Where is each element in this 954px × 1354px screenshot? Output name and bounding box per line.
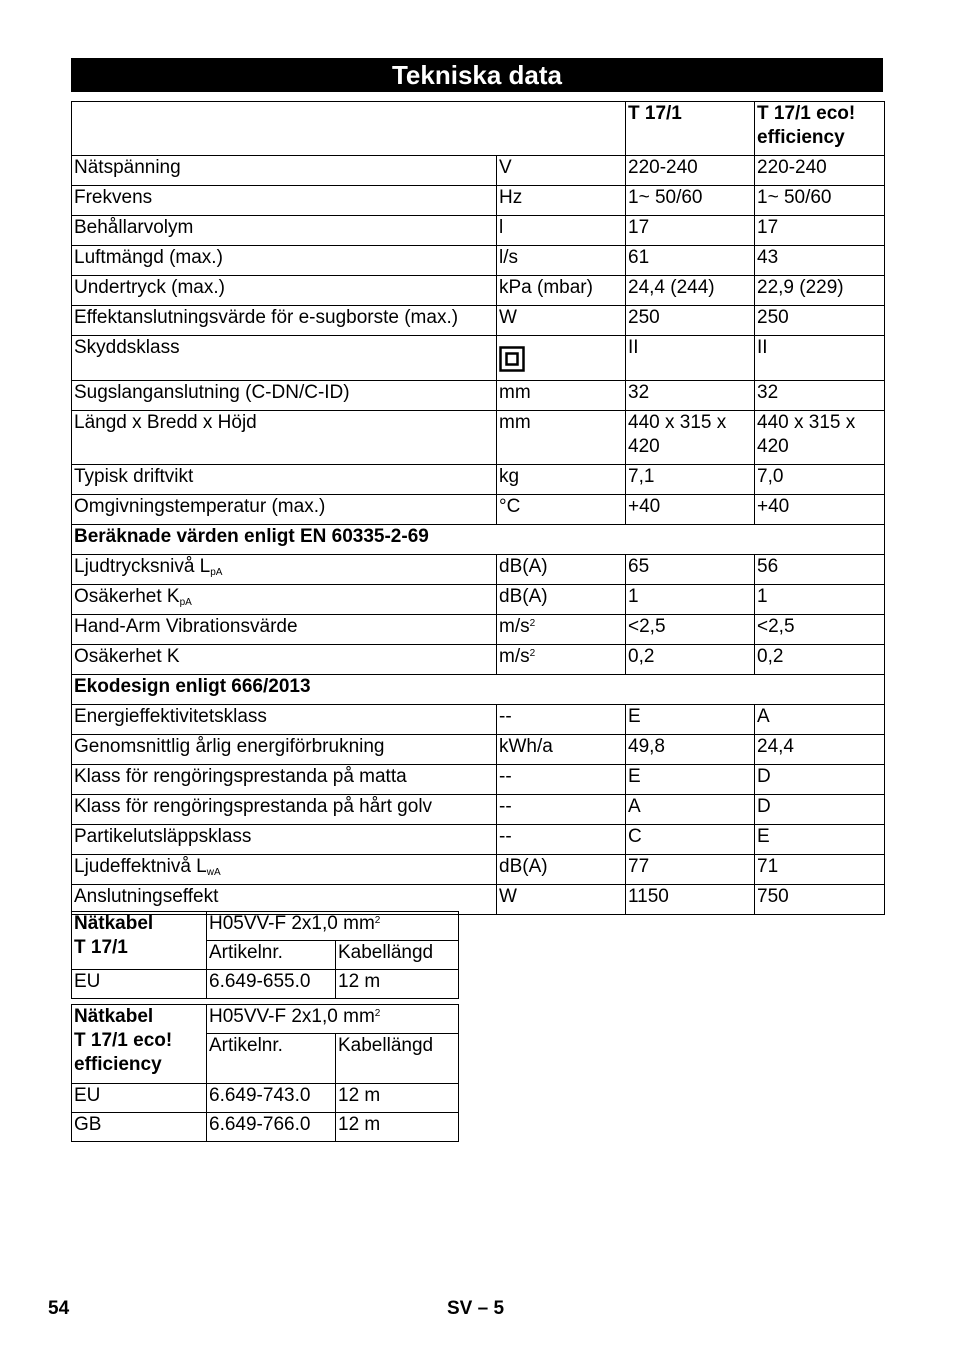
row-value-2: E (755, 825, 885, 855)
cable-table-t17-eco (71, 1004, 459, 1142)
row-unit: kg (497, 465, 626, 495)
table-row (72, 735, 885, 765)
column-header: Artikelnr. (207, 941, 336, 970)
row-value-2: 17 (755, 216, 885, 246)
section-row (72, 525, 885, 555)
row-value-2: D (755, 765, 885, 795)
row-value-1: 77 (626, 855, 755, 885)
table-row (72, 855, 885, 885)
cable-type (207, 1005, 459, 1034)
row-label: Klass för rengöringsprestanda på hårt golv (72, 795, 497, 825)
table-row (72, 795, 885, 825)
row-value-2: 0,2 (755, 645, 885, 675)
cable-region: GB (72, 1113, 207, 1142)
row-value-2: A (755, 705, 885, 735)
row-unit: Hz (497, 186, 626, 216)
row-unit: -- (497, 795, 626, 825)
row-label: Partikelutsläppsklass (72, 825, 497, 855)
page-title: Tekniska data (71, 58, 883, 92)
row-unit (497, 645, 626, 675)
row-unit: l/s (497, 246, 626, 276)
table-row (72, 411, 885, 465)
row-unit: W (497, 306, 626, 336)
table-row (72, 336, 885, 381)
column-header: Artikelnr. (207, 1034, 336, 1084)
row-unit: °C (497, 495, 626, 525)
table-row (72, 1005, 459, 1034)
column-header: Kabellängd (336, 941, 459, 970)
section-heading: Ekodesign enligt 666/2013 (72, 675, 885, 705)
cable-type-text: H05VV-F 2x1,0 mm (209, 1006, 375, 1027)
cable-article-number: 6.649-743.0 (207, 1084, 336, 1113)
row-value-1: 49,8 (626, 735, 755, 765)
table-row (72, 705, 885, 735)
cable-length: 12 m (336, 1113, 459, 1142)
row-label-subscript: pA (179, 597, 192, 608)
row-label-subscript: pA (210, 567, 223, 578)
row-unit-superscript: 2 (529, 648, 536, 659)
row-value-1: 440 x 315 x 420 (626, 411, 755, 465)
section-heading: Beräknade värden enligt EN 60335-2-69 (72, 525, 885, 555)
row-unit-text: m/s (499, 646, 530, 667)
cable-title-line: T 17/1 (74, 937, 128, 958)
row-value-2: II (755, 336, 885, 381)
cable-region: EU (72, 1084, 207, 1113)
row-unit: kWh/a (497, 735, 626, 765)
row-unit: dB(A) (497, 855, 626, 885)
table-row (72, 186, 885, 216)
row-label: Hand-Arm Vibrationsvärde (72, 615, 497, 645)
cable-title-line: Nätkabel (74, 1006, 154, 1027)
row-unit: -- (497, 825, 626, 855)
row-value-2: D (755, 795, 885, 825)
row-value-2: 7,0 (755, 465, 885, 495)
row-value-1: 1~ 50/60 (626, 186, 755, 216)
row-value-1: 17 (626, 216, 755, 246)
row-value-2: 1 (755, 585, 885, 615)
cable-table-t17 (71, 911, 459, 999)
row-unit (497, 615, 626, 645)
cable-type (207, 912, 459, 941)
row-unit: W (497, 885, 626, 915)
cable-article-number: 6.649-766.0 (207, 1113, 336, 1142)
row-value-1: <2,5 (626, 615, 755, 645)
row-value-2: <2,5 (755, 615, 885, 645)
cable-region: EU (72, 970, 207, 999)
row-value-1: A (626, 795, 755, 825)
cable-length: 12 m (336, 1084, 459, 1113)
row-label: Energieffektivitetsklass (72, 705, 497, 735)
row-label-text: Ljudtrycksnivå L (74, 556, 211, 577)
column-header: Kabellängd (336, 1034, 459, 1084)
table-row (72, 912, 459, 941)
row-label: Behållarvolym (72, 216, 497, 246)
table-row (72, 645, 885, 675)
table-row (72, 555, 885, 585)
row-label: Genomsnittlig årlig energiförbrukning (72, 735, 497, 765)
row-label: Undertryck (max.) (72, 276, 497, 306)
row-label: Längd x Bredd x Höjd (72, 411, 497, 465)
row-label: Effektanslutningsvärde för e-sugborste (max.) (72, 306, 497, 336)
header-empty-cell (72, 102, 626, 156)
row-value-1: 250 (626, 306, 755, 336)
row-unit: mm (497, 411, 626, 465)
row-label: Omgivningstemperatur (max.) (72, 495, 497, 525)
row-unit-text: m/s (499, 616, 530, 637)
row-value-1: 1150 (626, 885, 755, 915)
technical-data-table (71, 101, 885, 915)
table-row (72, 216, 885, 246)
row-value-2: 22,9 (229) (755, 276, 885, 306)
table-row (72, 585, 885, 615)
row-unit: l (497, 216, 626, 246)
table-row (72, 246, 885, 276)
row-value-2: 71 (755, 855, 885, 885)
row-value-2: 250 (755, 306, 885, 336)
row-label: Sugslanganslutning (C-DN/C-ID) (72, 381, 497, 411)
row-value-1: II (626, 336, 755, 381)
row-label-text: Osäkerhet K (74, 586, 180, 607)
row-value-2: 750 (755, 885, 885, 915)
row-unit: dB(A) (497, 585, 626, 615)
row-value-1: 24,4 (244) (626, 276, 755, 306)
table-row (72, 495, 885, 525)
row-value-1: 1 (626, 585, 755, 615)
table-row (72, 615, 885, 645)
table-row (72, 381, 885, 411)
row-unit: kPa (mbar) (497, 276, 626, 306)
cable-title (72, 1005, 207, 1084)
row-label: Nätspänning (72, 156, 497, 186)
row-label: Typisk driftvikt (72, 465, 497, 495)
table-header-row (72, 102, 885, 156)
row-value-1: E (626, 705, 755, 735)
table-row (72, 825, 885, 855)
cable-title-line: Nätkabel (74, 913, 154, 934)
row-label (72, 555, 497, 585)
cable-type-superscript: 2 (374, 915, 381, 926)
row-unit: mm (497, 381, 626, 411)
table-row (72, 970, 459, 999)
row-value-1: E (626, 765, 755, 795)
row-value-2: 32 (755, 381, 885, 411)
row-value-2: 43 (755, 246, 885, 276)
row-value-1: C (626, 825, 755, 855)
section-indicator: SV – 5 (447, 1298, 505, 1319)
table-row (72, 885, 885, 915)
row-label: Osäkerhet K (72, 645, 497, 675)
table-row (72, 465, 885, 495)
table-row (72, 1113, 459, 1142)
protection-class-ii-icon (499, 346, 525, 372)
row-value-2: 24,4 (755, 735, 885, 765)
header-model-1: T 17/1 (626, 102, 755, 156)
row-label (72, 855, 497, 885)
row-label: Luftmängd (max.) (72, 246, 497, 276)
table-row (72, 306, 885, 336)
row-label (72, 585, 497, 615)
row-value-1: 0,2 (626, 645, 755, 675)
page-number: 54 (48, 1298, 70, 1319)
row-unit-superscript: 2 (529, 618, 536, 629)
row-value-2: 56 (755, 555, 885, 585)
section-row (72, 675, 885, 705)
cable-length: 12 m (336, 970, 459, 999)
row-value-2: +40 (755, 495, 885, 525)
row-unit: -- (497, 765, 626, 795)
row-label: Skyddsklass (72, 336, 497, 381)
table-row (72, 765, 885, 795)
cable-title-line: efficiency (74, 1054, 162, 1075)
row-label-text: Ljudeffektnivå L (74, 856, 207, 877)
row-value-1: 220-240 (626, 156, 755, 186)
row-value-1: +40 (626, 495, 755, 525)
row-label: Frekvens (72, 186, 497, 216)
cable-title-line: T 17/1 eco! (74, 1030, 173, 1051)
row-value-1: 61 (626, 246, 755, 276)
row-unit: -- (497, 705, 626, 735)
table-row (72, 276, 885, 306)
row-label-subscript: wA (206, 867, 221, 878)
row-value-1: 32 (626, 381, 755, 411)
cable-type-superscript: 2 (374, 1008, 381, 1019)
row-value-1: 65 (626, 555, 755, 585)
cable-type-text: H05VV-F 2x1,0 mm (209, 913, 375, 934)
cable-title (72, 912, 207, 970)
row-label: Klass för rengöringsprestanda på matta (72, 765, 497, 795)
row-value-2: 440 x 315 x 420 (755, 411, 885, 465)
row-unit: dB(A) (497, 555, 626, 585)
row-value-1: 7,1 (626, 465, 755, 495)
table-row (72, 1084, 459, 1113)
row-value-2: 1~ 50/60 (755, 186, 885, 216)
row-value-2: 220-240 (755, 156, 885, 186)
table-row (72, 156, 885, 186)
cable-article-number: 6.649-655.0 (207, 970, 336, 999)
row-label: Anslutningseffekt (72, 885, 497, 915)
row-unit (497, 336, 626, 381)
header-model-2: T 17/1 eco! efficiency (755, 102, 885, 156)
row-unit: V (497, 156, 626, 186)
